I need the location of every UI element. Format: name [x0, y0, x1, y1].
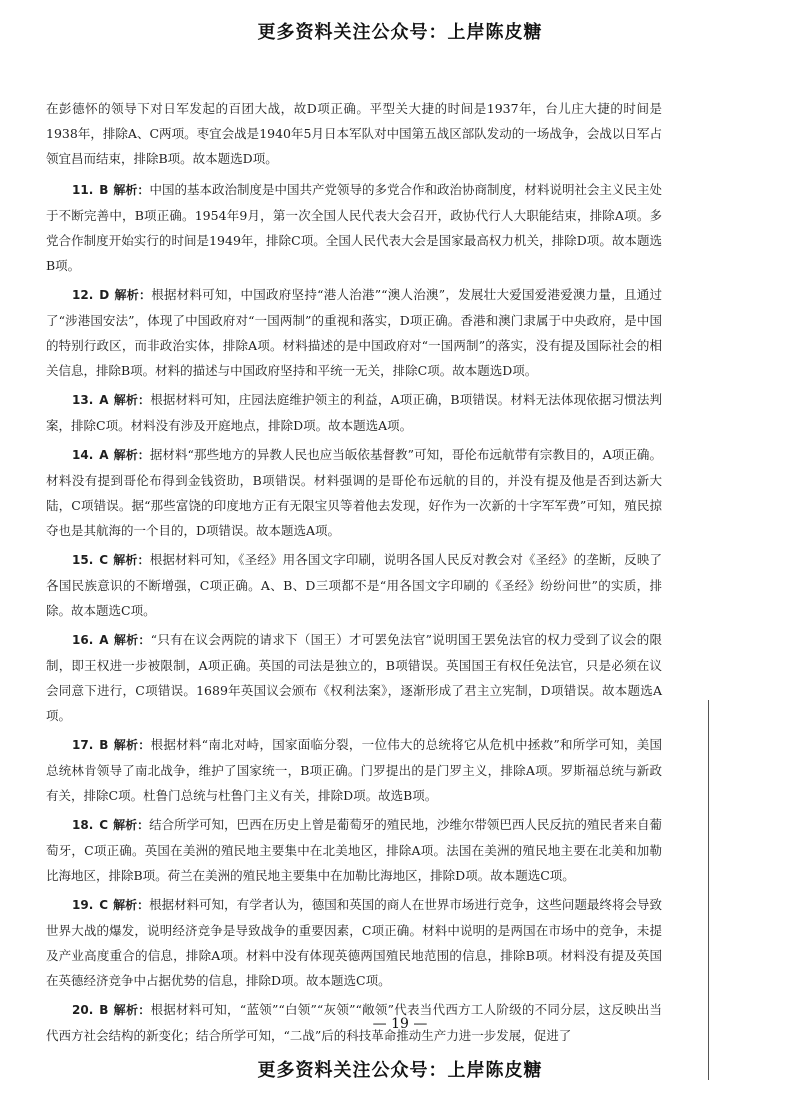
analysis-item	[46, 892, 662, 993]
question-number: 19.	[72, 898, 94, 912]
analysis-item	[46, 282, 662, 383]
analysis-label: 解析：	[113, 448, 150, 462]
analysis-label: 解析：	[113, 1003, 151, 1017]
analysis-label: 解析：	[113, 393, 151, 407]
analysis-text: 根据材料可知，庄园法庭维护领主的利益，A项正确，B项错误。材料无法体现依据习惯法判案，排除C项。材料没有涉及开庭地点，排除D项。故本题选A项。	[46, 392, 662, 433]
analysis-text: 根据材料可知，有学者认为，德国和英国的商人在世界市场进行竞争，这些问题最终将会导致世界大战的爆发，说明经济竞争是导致战争的重要因素，C项正确。材料中说明的是两国在市场中的竞争，未提及产业高度重合的信息，排除A项。材料中没有体现英德两国殖民地范围的信息，排除B项。材料没有提及英国在英德经济竞争中占据优势的信息，排除D项。故本题选C项。	[46, 897, 662, 988]
question-number: 17.	[72, 738, 94, 752]
analysis-label: 解析：	[113, 738, 151, 752]
question-number: 16.	[72, 633, 94, 647]
analysis-item	[46, 177, 662, 278]
analysis-label: 解析：	[113, 633, 151, 647]
analysis-label: 解析：	[113, 818, 150, 832]
answer-letter: B	[99, 738, 109, 752]
analysis-text: 根据材料可知，“蓝领”“白领”“灰领”“敞领”代表当代西方工人阶级的不同分层，这反映出当代西方社会结构的新变化；结合所学可知，“二战”后的科技革命推动生产力进一步发展，促进了	[46, 1002, 662, 1043]
analysis-text: 根据材料可知，中国政府坚持“港人治港”“澳人治澳”，发展壮大爱国爱港爱澳力量，且通过了“涉港国安法”，体现了中国政府对“一国两制”的重视和落实，D项正确。香港和澳门隶属于中央政府，是中国的特别行政区，而非政治实体，排除A项。材料描述的是中国政府对“一国两制”的落实，没有提及国际社会的相关信息，排除B项。材料的描述与中国政府坚持和平统一无关，排除C项。故本题选D项。	[46, 287, 662, 378]
answer-letter: A	[99, 393, 109, 407]
answer-letter: A	[99, 633, 109, 647]
analysis-item	[46, 547, 662, 623]
question-number: 15.	[72, 553, 94, 567]
footer-banner: 更多资料关注公众号：上岸陈皮糖	[257, 1060, 543, 1081]
answer-letter: C	[99, 898, 109, 912]
analysis-item	[46, 732, 662, 808]
page-number: — 19 —	[372, 1016, 428, 1032]
scan-edge-line	[708, 700, 709, 1080]
analysis-text: 根据材料可知，《圣经》用各国文字印刷，说明各国人民反对教会对《圣经》的垄断，反映了各国民族意识的不断增强，C项正确。A、B、D三项都不是“用各国文字印刷的《圣经》纷纷问世”的实质，排除。故本题选C项。	[46, 552, 662, 618]
analysis-item	[46, 442, 662, 543]
question-number: 11.	[72, 183, 94, 197]
analysis-text: 根据材料“南北对峙，国家面临分裂，一位伟大的总统将它从危机中拯救”和所学可知，美国总统林肯领导了南北战争，维护了国家统一，B项正确。门罗提出的是门罗主义，排除A项。罗斯福总统与新政有关，排除C项。杜鲁门总统与杜鲁门主义有关，排除D项。故选B项。	[46, 737, 662, 803]
analysis-label: 解析：	[114, 288, 152, 302]
answer-letter: A	[99, 448, 109, 462]
answer-analysis-body	[46, 96, 662, 1052]
analysis-items	[46, 177, 662, 1048]
analysis-item	[46, 387, 662, 438]
intro-paragraph: 在彭德怀的领导下对日军发起的百团大战，故D项正确。平型关大捷的时间是1937年，台儿庄大捷的时间是1938年，排除A、C两项。枣宜会战是1940年5月日本军队对中国第五战区部队发动的一场战争，会战以日军占领宜昌而结束，排除B项。故本题选D项。	[46, 101, 662, 166]
analysis-label: 解析：	[113, 898, 150, 912]
question-number: 20.	[72, 1003, 94, 1017]
answer-letter: B	[99, 183, 109, 197]
question-number: 14.	[72, 448, 94, 462]
question-number: 13.	[72, 393, 94, 407]
answer-letter: B	[99, 1003, 109, 1017]
analysis-text: “只有在议会两院的请求下（国王）才可罢免法官”说明国王罢免法官的权力受到了议会的限制，即王权进一步被限制，A项正确。英国的司法是独立的，B项错误。英国国王有权任免法官，只是必须在议会同意下进行，C项错误。1689年英国议会颁布《权利法案》，逐渐形成了君主立宪制，D项错误。故本题选A项。	[46, 632, 662, 723]
analysis-text: 结合所学可知，巴西在历史上曾是葡萄牙的殖民地，沙维尔带领巴西人民反抗的殖民者来自葡萄牙，C项正确。英国在美洲的殖民地主要集中在北美地区，排除A项。法国在美洲的殖民地主要在北美和加勒比海地区，排除B项。荷兰在美洲的殖民地主要集中在加勒比海地区，排除D项。故本题选C项。	[46, 817, 662, 883]
analysis-text: 中国的基本政治制度是中国共产党领导的多党合作和政治协商制度，材料说明社会主义民主处于不断完善中，B项正确。1954年9月，第一次全国人民代表大会召开，政协代行人大职能结束，排除A项。多党合作制度开始实行的时间是1949年，排除C项。全国人民代表大会是国家最高权力机关，排除D项。故本题选B项。	[46, 182, 662, 273]
header-banner: 更多资料关注公众号：上岸陈皮糖	[257, 22, 543, 43]
question-number: 18.	[72, 818, 94, 832]
analysis-item	[46, 812, 662, 888]
question-number: 12.	[72, 288, 94, 302]
analysis-item	[46, 627, 662, 728]
answer-letter: C	[99, 553, 109, 567]
analysis-label: 解析：	[113, 183, 150, 197]
analysis-label: 解析：	[113, 553, 150, 567]
answer-letter: D	[99, 288, 110, 302]
analysis-text: 据材料“那些地方的异教人民也应当皈依基督教”可知，哥伦布远航带有宗教目的，A项正确。材料没有提到哥伦布得到金钱资助，B项错误。材料强调的是哥伦布远航的目的，并没有提及他是否到达新大陆，C项错误。据“那些富饶的印度地方正有无限宝贝等着他去发现，好作为一次新的十字军军费”可知，殖民掠夺也是其航海的一个目的，D项错误。故本题选A项。	[46, 447, 662, 538]
answer-letter: C	[99, 818, 109, 832]
